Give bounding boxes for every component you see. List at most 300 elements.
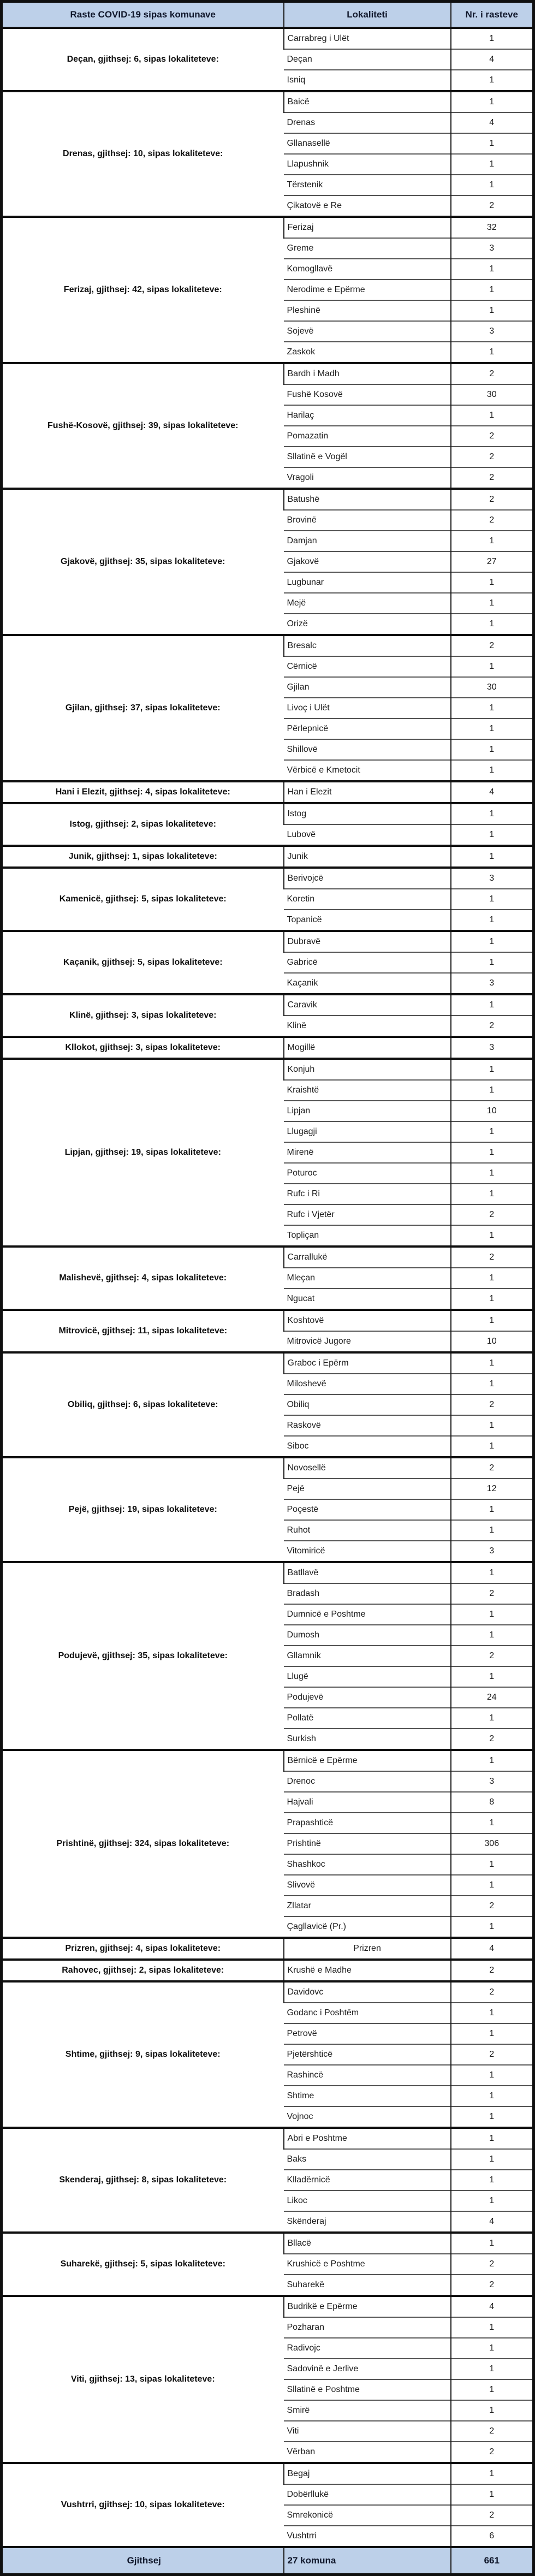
municipality-cell: Lipjan, gjithsej: 19, sipas lokaliteteve:: [2, 1059, 284, 1247]
locality-cell: Batllavë: [284, 1562, 451, 1583]
cases-cell: 1: [451, 2338, 534, 2359]
municipality-cell: Hani i Elezit, gjithsej: 4, sipas lokaliteteve:: [2, 781, 284, 803]
table-row: [2, 1247, 534, 1268]
cases-cell: 2: [451, 489, 534, 510]
table-row: [2, 1457, 534, 1479]
cases-cell: 2: [451, 2254, 534, 2275]
municipality-cell: Skenderaj, gjithsej: 8, sipas lokaliteteve:: [2, 2128, 284, 2233]
locality-cell: Viti: [284, 2421, 451, 2442]
locality-cell: Slivovë: [284, 1875, 451, 1896]
locality-cell: Sojevë: [284, 321, 451, 342]
cases-cell: 30: [451, 384, 534, 405]
cases-cell: 2: [451, 635, 534, 656]
cases-cell: 2: [451, 1981, 534, 2003]
locality-cell: Miloshevë: [284, 1374, 451, 1394]
locality-cell: Smirë: [284, 2400, 451, 2421]
cases-cell: 3: [451, 238, 534, 259]
locality-cell: Mirenë: [284, 1142, 451, 1163]
cases-cell: 4: [451, 781, 534, 803]
locality-cell: Bresalc: [284, 635, 451, 656]
locality-cell: Klladërnicë: [284, 2170, 451, 2191]
cases-cell: 1: [451, 2359, 534, 2379]
cases-cell: 1: [451, 1666, 534, 1687]
locality-cell: Dubravë: [284, 931, 451, 952]
locality-cell: Bërnicë e Epërme: [284, 1750, 451, 1771]
cases-cell: 1: [451, 1268, 534, 1289]
locality-cell: Mogillë: [284, 1037, 451, 1059]
municipality-cell: Prishtinë, gjithsej: 324, sipas lokaliteteve:: [2, 1750, 284, 1938]
locality-cell: Rufc i Vjetër: [284, 1204, 451, 1225]
cases-cell: 1: [451, 280, 534, 300]
locality-cell: Orizë: [284, 614, 451, 635]
table-row: [2, 1750, 534, 1771]
cases-cell: 12: [451, 1479, 534, 1499]
cases-cell: 1: [451, 2463, 534, 2484]
cases-cell: 1: [451, 2149, 534, 2170]
locality-cell: Istog: [284, 803, 451, 824]
cases-cell: 1: [451, 1436, 534, 1457]
locality-cell: Godanc i Poshtëm: [284, 2003, 451, 2023]
cases-cell: 6: [451, 2526, 534, 2547]
locality-cell: Drenoc: [284, 1771, 451, 1792]
locality-cell: Gllanasellë: [284, 133, 451, 154]
cases-cell: 2: [451, 195, 534, 217]
locality-cell: Lipjan: [284, 1101, 451, 1121]
cases-cell: 1: [451, 1289, 534, 1310]
footer-communes-count: 27 komuna: [284, 2547, 451, 2575]
locality-cell: Carrabreg i Ulët: [284, 28, 451, 49]
cases-cell: 1: [451, 28, 534, 49]
locality-cell: Koretin: [284, 889, 451, 910]
cases-cell: 1: [451, 1750, 534, 1771]
locality-cell: Kraishtë: [284, 1080, 451, 1101]
cases-cell: 1: [451, 2191, 534, 2211]
locality-cell: Smrekonicë: [284, 2505, 451, 2526]
footer-row: [2, 2547, 534, 2575]
cases-cell: 1: [451, 803, 534, 824]
cases-cell: 2: [451, 1457, 534, 1479]
locality-cell: Zaskok: [284, 342, 451, 363]
locality-cell: Llugagji: [284, 1121, 451, 1142]
locality-cell: Bardh i Madh: [284, 363, 451, 384]
municipality-cell: Istog, gjithsej: 2, sipas lokaliteteve:: [2, 803, 284, 846]
cases-cell: 1: [451, 70, 534, 91]
locality-cell: Abri e Poshtme: [284, 2128, 451, 2149]
locality-cell: Baicë: [284, 91, 451, 112]
cases-cell: 32: [451, 217, 534, 238]
locality-cell: Mejë: [284, 593, 451, 614]
cases-cell: 1: [451, 175, 534, 195]
locality-cell: Greme: [284, 238, 451, 259]
locality-cell: Pozharan: [284, 2317, 451, 2338]
municipality-cell: Rahovec, gjithsej: 2, sipas lokaliteteve:: [2, 1960, 284, 1981]
locality-cell: Prapashticë: [284, 1813, 451, 1833]
table-row: [2, 1938, 534, 1960]
cases-cell: 1: [451, 2170, 534, 2191]
cases-cell: 1: [451, 931, 534, 952]
locality-cell: Zllatar: [284, 1896, 451, 1916]
locality-cell: Vojnoc: [284, 2106, 451, 2128]
locality-cell: Livoç i Ulët: [284, 698, 451, 719]
locality-cell: Pleshinë: [284, 300, 451, 321]
locality-cell: Gjakovë: [284, 551, 451, 572]
locality-cell: Sllatinë e Vogël: [284, 447, 451, 467]
table-row: [2, 635, 534, 656]
cases-cell: 2: [451, 1646, 534, 1666]
locality-cell: Mleçan: [284, 1268, 451, 1289]
locality-cell: Likoc: [284, 2191, 451, 2211]
locality-cell: Klinë: [284, 1016, 451, 1037]
locality-cell: Bradash: [284, 1583, 451, 1604]
locality-cell: Gabricë: [284, 952, 451, 973]
table-row: [2, 91, 534, 112]
locality-cell: Lubovë: [284, 824, 451, 846]
locality-cell: Surkish: [284, 1729, 451, 1750]
municipality-cell: Mitrovicë, gjithsej: 11, sipas lokaliteteve:: [2, 1310, 284, 1352]
municipality-cell: Deçan, gjithsej: 6, sipas lokaliteteve:: [2, 28, 284, 91]
cases-cell: 2: [451, 1960, 534, 1981]
cases-cell: 1: [451, 1225, 534, 1247]
cases-cell: 1: [451, 154, 534, 175]
cases-cell: 30: [451, 677, 534, 698]
locality-cell: Suharekë: [284, 2275, 451, 2296]
cases-cell: 4: [451, 1938, 534, 1960]
cases-cell: 24: [451, 1687, 534, 1708]
footer-total-cases: 661: [451, 2547, 534, 2575]
locality-cell: Pjetërshticë: [284, 2044, 451, 2065]
header-municipality-column: Raste COVID-19 sipas komunave: [2, 2, 284, 28]
locality-cell: Rashincë: [284, 2065, 451, 2086]
municipality-cell: Gjilan, gjithsej: 37, sipas lokaliteteve:: [2, 635, 284, 781]
cases-cell: 1: [451, 1415, 534, 1436]
locality-cell: Mitrovicë Jugore: [284, 1331, 451, 1352]
cases-cell: 3: [451, 973, 534, 994]
locality-cell: Hajvali: [284, 1792, 451, 1813]
cases-cell: 1: [451, 952, 534, 973]
cases-cell: 1: [451, 1059, 534, 1080]
locality-cell: Topanicë: [284, 910, 451, 931]
cases-cell: 1: [451, 572, 534, 593]
cases-cell: 1: [451, 1499, 534, 1520]
locality-cell: Deçan: [284, 49, 451, 70]
locality-cell: Isniq: [284, 70, 451, 91]
locality-cell: Llapushnik: [284, 154, 451, 175]
locality-cell: Vërbicë e Kmetocit: [284, 760, 451, 781]
municipality-cell: Podujevë, gjithsej: 35, sipas lokaliteteve:: [2, 1562, 284, 1750]
footer-total-label: Gjithsej: [2, 2547, 284, 2575]
locality-cell: Brovinë: [284, 510, 451, 531]
cases-cell: 1: [451, 91, 534, 112]
municipality-cell: Kaçanik, gjithsej: 5, sipas lokaliteteve:: [2, 931, 284, 994]
cases-cell: 1: [451, 1080, 534, 1101]
cases-cell: 1: [451, 2379, 534, 2400]
cases-cell: 2: [451, 426, 534, 447]
locality-cell: Topliçan: [284, 1225, 451, 1247]
cases-cell: 2: [451, 363, 534, 384]
cases-cell: 1: [451, 1520, 534, 1541]
cases-cell: 1: [451, 760, 534, 781]
table-row: [2, 868, 534, 889]
municipality-cell: Kamenicë, gjithsej: 5, sipas lokaliteteve:: [2, 868, 284, 931]
locality-cell: Junik: [284, 846, 451, 868]
header-cases-column: Nr. i rasteve: [451, 2, 534, 28]
cases-cell: 2: [451, 1247, 534, 1268]
cases-cell: 1: [451, 259, 534, 280]
cases-cell: 2: [451, 1204, 534, 1225]
cases-cell: 1: [451, 1708, 534, 1729]
locality-cell: Poçestë: [284, 1499, 451, 1520]
cases-cell: 2: [451, 1016, 534, 1037]
cases-cell: 1: [451, 1625, 534, 1646]
cases-cell: 1: [451, 2400, 534, 2421]
municipality-cell: Kllokot, gjithsej: 3, sipas lokaliteteve:: [2, 1037, 284, 1059]
municipality-cell: Pejë, gjithsej: 19, sipas lokaliteteve:: [2, 1457, 284, 1562]
cases-cell: 1: [451, 1352, 534, 1374]
table-row: [2, 1059, 534, 1080]
cases-cell: 1: [451, 994, 534, 1016]
cases-cell: 1: [451, 1310, 534, 1331]
municipality-cell: Drenas, gjithsej: 10, sipas lokaliteteve:: [2, 91, 284, 217]
table-row: [2, 28, 534, 49]
table-row: [2, 1981, 534, 2003]
cases-cell: 3: [451, 321, 534, 342]
locality-cell: Graboc i Epërm: [284, 1352, 451, 1374]
cases-cell: 1: [451, 719, 534, 739]
cases-cell: 1: [451, 698, 534, 719]
cases-cell: 4: [451, 112, 534, 133]
table-row: [2, 1960, 534, 1981]
cases-cell: 3: [451, 1037, 534, 1059]
cases-cell: 1: [451, 300, 534, 321]
cases-cell: 2: [451, 467, 534, 489]
locality-cell: Çikatovë e Re: [284, 195, 451, 217]
table-row: [2, 2296, 534, 2317]
table-row: [2, 1310, 534, 1331]
cases-cell: 1: [451, 531, 534, 551]
cases-cell: 2: [451, 447, 534, 467]
cases-cell: 2: [451, 510, 534, 531]
cases-cell: 1: [451, 1374, 534, 1394]
locality-cell: Llugë: [284, 1666, 451, 1687]
cases-cell: 3: [451, 1541, 534, 1562]
cases-cell: 1: [451, 846, 534, 868]
locality-cell: Prishtinë: [284, 1833, 451, 1854]
locality-cell: Obiliq: [284, 1394, 451, 1415]
locality-cell: Komogllavë: [284, 259, 451, 280]
locality-cell: Petrovë: [284, 2023, 451, 2044]
locality-cell: Harilaç: [284, 405, 451, 426]
locality-cell: Vushtrri: [284, 2526, 451, 2547]
municipality-cell: Ferizaj, gjithsej: 42, sipas lokaliteteve:: [2, 217, 284, 363]
cases-cell: 1: [451, 1184, 534, 1204]
cases-cell: 2: [451, 2505, 534, 2526]
cases-cell: 1: [451, 614, 534, 635]
cases-cell: 4: [451, 2211, 534, 2233]
locality-cell: Ngucat: [284, 1289, 451, 1310]
municipality-cell: Fushë-Kosovë, gjithsej: 39, sipas lokaliteteve:: [2, 363, 284, 489]
cases-cell: 1: [451, 342, 534, 363]
cases-cell: 1: [451, 133, 534, 154]
locality-cell: Carrallukë: [284, 1247, 451, 1268]
header-locality-column: Lokaliteti: [284, 2, 451, 28]
table-row: [2, 931, 534, 952]
cases-cell: 1: [451, 1916, 534, 1938]
cases-cell: 1: [451, 1875, 534, 1896]
cases-cell: 1: [451, 2128, 534, 2149]
cases-cell: 1: [451, 739, 534, 760]
cases-cell: 1: [451, 405, 534, 426]
locality-cell: Begaj: [284, 2463, 451, 2484]
cases-cell: 8: [451, 1792, 534, 1813]
locality-cell: Raskovë: [284, 1415, 451, 1436]
locality-cell: Lugbunar: [284, 572, 451, 593]
cases-cell: 1: [451, 2023, 534, 2044]
locality-cell: Fushë Kosovë: [284, 384, 451, 405]
table-row: [2, 2128, 534, 2149]
cases-cell: 1: [451, 1813, 534, 1833]
cases-cell: 10: [451, 1331, 534, 1352]
cases-cell: 1: [451, 2086, 534, 2106]
table-row: [2, 489, 534, 510]
locality-cell: Dumosh: [284, 1625, 451, 1646]
cases-cell: 2: [451, 2442, 534, 2463]
cases-cell: 1: [451, 1163, 534, 1184]
locality-cell: Skënderaj: [284, 2211, 451, 2233]
table-row: [2, 1037, 534, 1059]
locality-cell: Vërban: [284, 2442, 451, 2463]
cases-cell: 1: [451, 593, 534, 614]
cases-cell: 2: [451, 2044, 534, 2065]
cases-cell: 2: [451, 1394, 534, 1415]
cases-cell: 1: [451, 889, 534, 910]
locality-cell: Çagllavicë (Pr.): [284, 1916, 451, 1938]
locality-cell: Pomazatin: [284, 426, 451, 447]
locality-cell: Rufc i Ri: [284, 1184, 451, 1204]
locality-cell: Radivojc: [284, 2338, 451, 2359]
table-row: [2, 803, 534, 824]
locality-cell: Krushë e Madhe: [284, 1960, 451, 1981]
cases-cell: 4: [451, 49, 534, 70]
locality-cell: Bllacë: [284, 2233, 451, 2254]
cases-cell: 27: [451, 551, 534, 572]
cases-cell: 1: [451, 910, 534, 931]
locality-cell: Gllamnik: [284, 1646, 451, 1666]
locality-cell: Sadovinë e Jerlive: [284, 2359, 451, 2379]
locality-cell: Baks: [284, 2149, 451, 2170]
cases-cell: 2: [451, 2421, 534, 2442]
locality-cell: Poturoc: [284, 1163, 451, 1184]
cases-cell: 4: [451, 2296, 534, 2317]
municipality-cell: Vushtrri, gjithsej: 10, sipas lokaliteteve:: [2, 2463, 284, 2547]
locality-cell: Han i Elezit: [284, 781, 451, 803]
table-row: [2, 217, 534, 238]
table-row: [2, 2463, 534, 2484]
table-body: [2, 28, 534, 2547]
locality-cell: Përlepnicë: [284, 719, 451, 739]
table-row: [2, 1562, 534, 1583]
locality-cell: Damjan: [284, 531, 451, 551]
cases-cell: 3: [451, 1771, 534, 1792]
table-row: [2, 846, 534, 868]
municipality-cell: Obiliq, gjithsej: 6, sipas lokaliteteve:: [2, 1352, 284, 1457]
cases-cell: 2: [451, 2275, 534, 2296]
table-row: [2, 994, 534, 1016]
locality-cell: Shashkoc: [284, 1854, 451, 1875]
cases-cell: 2: [451, 1729, 534, 1750]
locality-cell: Vitomiricë: [284, 1541, 451, 1562]
locality-cell: Gjilan: [284, 677, 451, 698]
table-footer: [2, 2547, 534, 2575]
cases-cell: 1: [451, 1854, 534, 1875]
cases-cell: 1: [451, 1142, 534, 1163]
municipality-cell: Malishevë, gjithsej: 4, sipas lokaliteteve:: [2, 1247, 284, 1310]
locality-cell: Nerodime e Epërme: [284, 280, 451, 300]
locality-cell: Prizren: [284, 1938, 451, 1960]
locality-cell: Siboc: [284, 1436, 451, 1457]
municipality-cell: Gjakovë, gjithsej: 35, sipas lokaliteteve:: [2, 489, 284, 635]
table-header: [2, 2, 534, 28]
municipality-cell: Shtime, gjithsej: 9, sipas lokaliteteve:: [2, 1981, 284, 2128]
cases-cell: 10: [451, 1101, 534, 1121]
locality-cell: Kaçanik: [284, 973, 451, 994]
municipality-cell: Suharekë, gjithsej: 5, sipas lokaliteteve:: [2, 2233, 284, 2296]
municipality-cell: Prizren, gjithsej: 4, sipas lokaliteteve:: [2, 1938, 284, 1960]
locality-cell: Tërstenik: [284, 175, 451, 195]
table-row: [2, 2233, 534, 2254]
municipality-cell: Junik, gjithsej: 1, sipas lokaliteteve:: [2, 846, 284, 868]
cases-cell: 2: [451, 1583, 534, 1604]
cases-cell: 1: [451, 1562, 534, 1583]
locality-cell: Konjuh: [284, 1059, 451, 1080]
cases-cell: 3: [451, 868, 534, 889]
cases-cell: 306: [451, 1833, 534, 1854]
locality-cell: Sllatinë e Poshtme: [284, 2379, 451, 2400]
locality-cell: Davidovc: [284, 1981, 451, 2003]
cases-cell: 1: [451, 2317, 534, 2338]
cases-cell: 2: [451, 1896, 534, 1916]
cases-cell: 1: [451, 656, 534, 677]
locality-cell: Cërnicë: [284, 656, 451, 677]
locality-cell: Shillovë: [284, 739, 451, 760]
locality-cell: Podujevë: [284, 1687, 451, 1708]
cases-cell: 1: [451, 2003, 534, 2023]
locality-cell: Berivojcë: [284, 868, 451, 889]
locality-cell: Caravik: [284, 994, 451, 1016]
locality-cell: Krushicë e Poshtme: [284, 2254, 451, 2275]
header-row: [2, 2, 534, 28]
locality-cell: Koshtovë: [284, 1310, 451, 1331]
locality-cell: Shtime: [284, 2086, 451, 2106]
cases-cell: 1: [451, 2484, 534, 2505]
cases-cell: 1: [451, 2065, 534, 2086]
locality-cell: Dumnicë e Poshtme: [284, 1604, 451, 1625]
locality-cell: Novosellë: [284, 1457, 451, 1479]
locality-cell: Dobërllukë: [284, 2484, 451, 2505]
locality-cell: Batushë: [284, 489, 451, 510]
table-row: [2, 1352, 534, 1374]
locality-cell: Ruhot: [284, 1520, 451, 1541]
cases-cell: 1: [451, 824, 534, 846]
cases-cell: 1: [451, 2233, 534, 2254]
locality-cell: Budrikë e Epërme: [284, 2296, 451, 2317]
municipality-cell: Viti, gjithsej: 13, sipas lokaliteteve:: [2, 2296, 284, 2463]
municipality-cell: Klinë, gjithsej: 3, sipas lokaliteteve:: [2, 994, 284, 1037]
table-row: [2, 781, 534, 803]
cases-cell: 1: [451, 2106, 534, 2128]
cases-cell: 1: [451, 1121, 534, 1142]
cases-cell: 1: [451, 1604, 534, 1625]
locality-cell: Pejë: [284, 1479, 451, 1499]
